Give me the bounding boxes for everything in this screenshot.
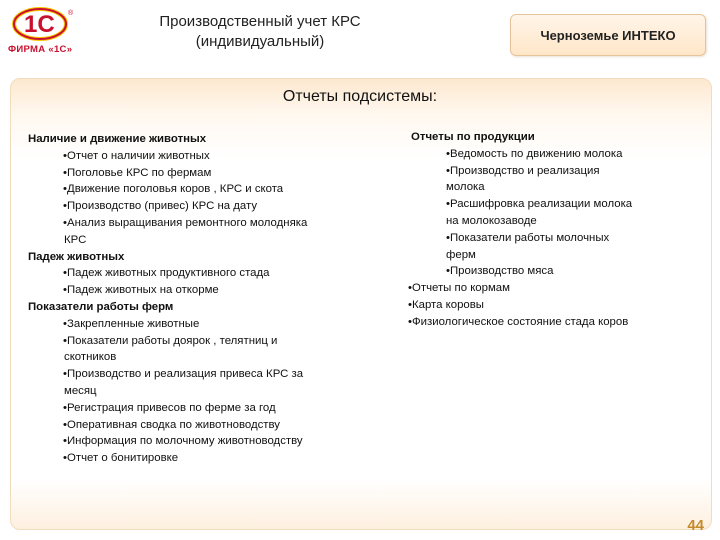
list-item: •Анализ выращивания ремонтного молодняка	[63, 216, 308, 229]
list-item: •Производство и реализация привеса КРС за	[63, 368, 304, 381]
list-item: •Расшифровка реализации молока	[446, 198, 633, 211]
logo-registered: ®	[68, 10, 74, 17]
list-item-continuation: ферм	[446, 248, 476, 261]
list-item: •Показатели работы молочных	[446, 231, 610, 244]
group-title-livestock: Наличие и движение животных	[28, 133, 207, 145]
logo-caption: ФИРМА «1С»	[8, 44, 73, 55]
company-badge	[510, 14, 706, 56]
list-item: •Показатели работы доярок , телятниц и	[63, 334, 278, 347]
right-column	[408, 129, 703, 331]
group-title-mortality: Падеж животных	[28, 250, 125, 263]
list-item: •Отчеты по кормам	[408, 282, 510, 295]
list-item: •Информация по молочному животноводству	[63, 435, 303, 448]
section-title: Отчеты подсистемы:	[282, 88, 438, 105]
company-name: Черноземье ИНТЕКО	[540, 27, 676, 43]
list-item-continuation: скотников	[64, 351, 117, 364]
header-title	[120, 12, 400, 52]
list-item: •Движение поголовья коров , КРС и скота	[63, 183, 284, 196]
list-item: •Карта коровы	[408, 298, 484, 311]
list-item: •Производство мяса	[446, 265, 554, 278]
list-item-continuation: на молокозаводе	[446, 214, 537, 227]
list-item: •Производство и реализация	[446, 164, 600, 177]
logo-1c-icon	[10, 6, 80, 42]
list-item: •Физиологическое состояние стада коров	[408, 315, 629, 328]
list-item: •Закрепленные животные	[63, 317, 200, 330]
list-item: •Падеж животных продуктивного стада	[63, 267, 270, 280]
group-title-product-reports: Отчеты по продукции	[411, 131, 535, 143]
list-item: •Производство (привес) КРС на дату	[63, 200, 258, 213]
list-item-continuation: КРС	[64, 233, 87, 246]
logo-1c	[8, 6, 88, 60]
list-item-continuation: месяц	[64, 384, 97, 397]
list-item-continuation: молока	[446, 181, 485, 194]
list-item: •Падеж животных на откорме	[63, 284, 219, 297]
group-title-farm-indicators: Показатели работы ферм	[28, 300, 174, 313]
header-title-line2: (индивидуальный)	[195, 33, 325, 50]
list-item: •Отчет о бонитировке	[63, 452, 179, 465]
logo-mark-text: 1С	[24, 11, 55, 38]
list-item: •Поголовье КРС по фермам	[63, 166, 212, 179]
header-title-line1: Производственный учет КРС	[159, 13, 361, 30]
list-item: •Регистрация привесов по ферме за год	[63, 401, 276, 414]
page-number: 44	[687, 517, 704, 534]
left-column	[28, 131, 373, 467]
list-item: •Оперативная сводка по животноводству	[63, 418, 281, 431]
list-item: •Отчет о наличии животных	[63, 149, 210, 162]
list-item: •Ведомость по движению молока	[446, 147, 623, 160]
